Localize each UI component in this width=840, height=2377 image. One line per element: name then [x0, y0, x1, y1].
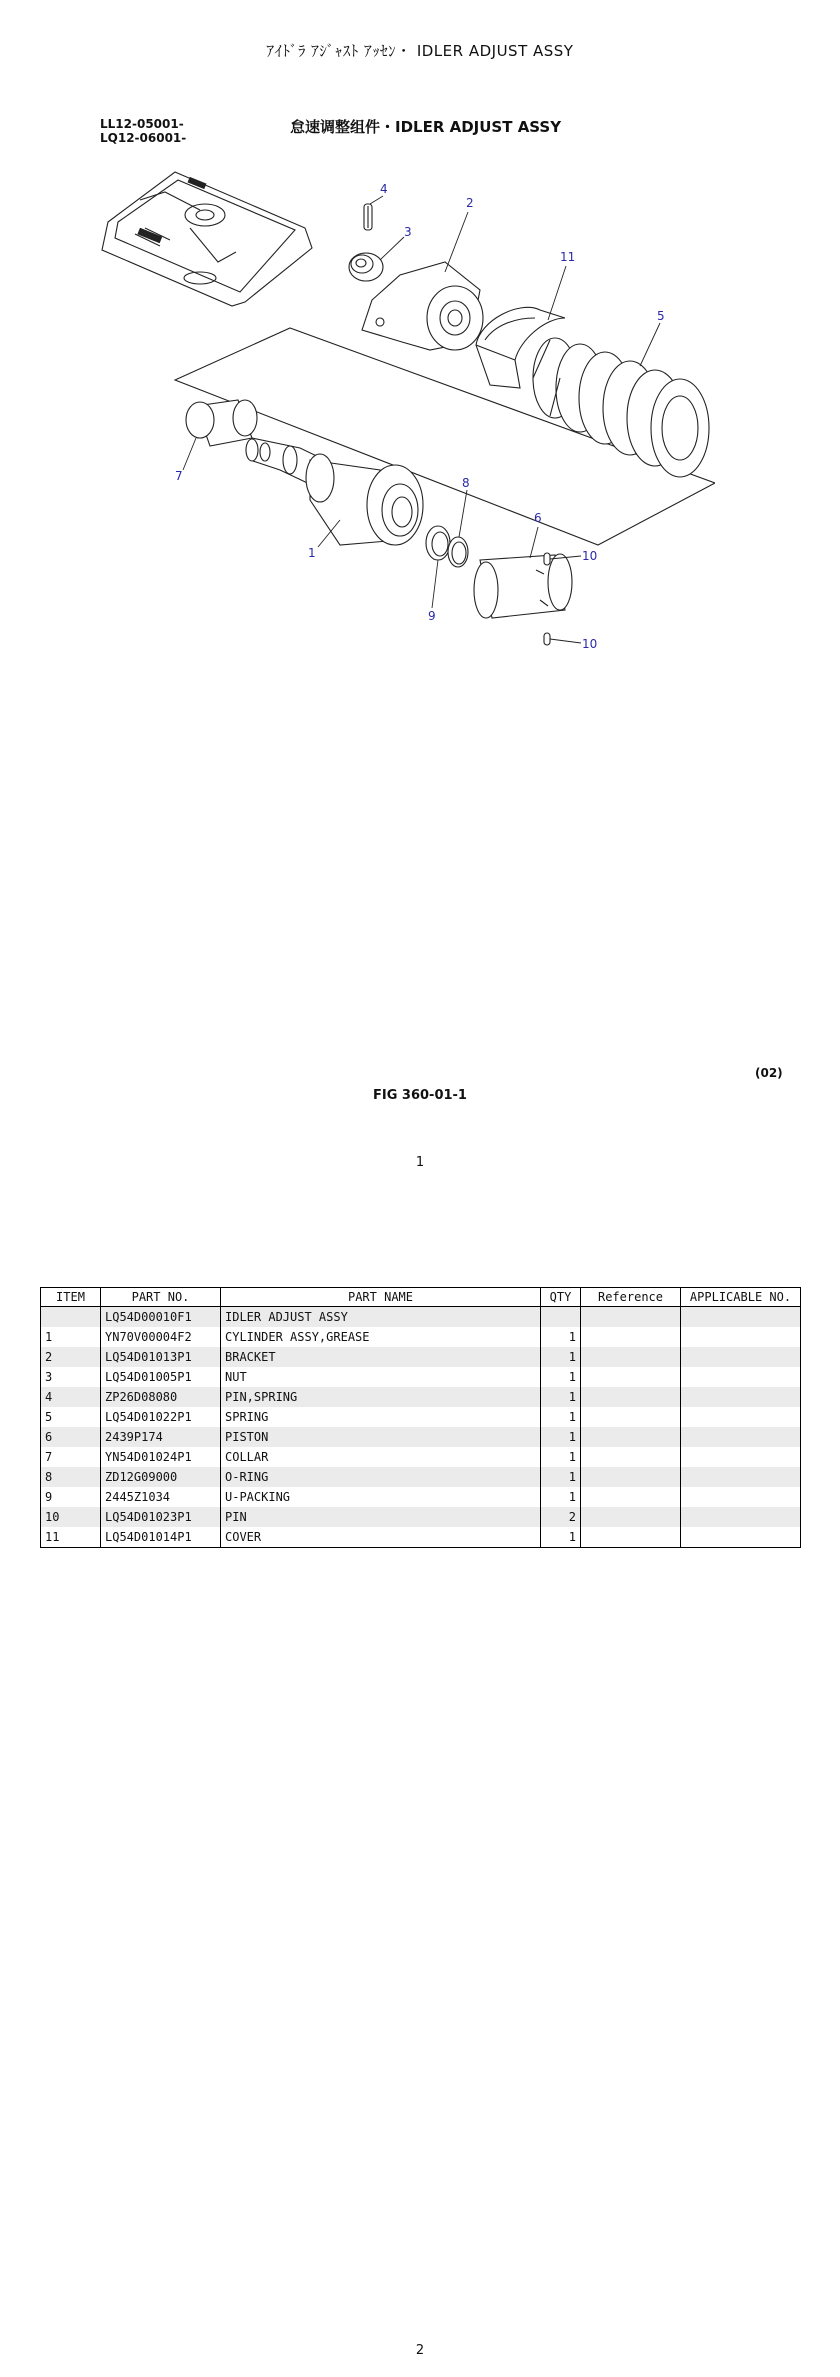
- cell-qty: 1: [541, 1527, 581, 1548]
- cell-qty: [541, 1307, 581, 1328]
- callout-2: 2: [466, 196, 474, 210]
- cell-reference: [581, 1367, 681, 1387]
- cell-reference: [581, 1447, 681, 1467]
- cell-part-name: O-RING: [221, 1467, 541, 1487]
- table-row: [41, 1487, 801, 1507]
- cell-part-name: PISTON: [221, 1427, 541, 1447]
- callout-10: 10: [582, 549, 598, 563]
- cell-item: 8: [41, 1467, 101, 1487]
- cell-item: 11: [41, 1527, 101, 1548]
- cell-item: 9: [41, 1487, 101, 1507]
- cell-applicable: [681, 1307, 801, 1328]
- cell-part-no: LQ54D01022P1: [101, 1407, 221, 1427]
- cell-item: [41, 1307, 101, 1328]
- table-row: [41, 1307, 801, 1328]
- column-header-reference: Reference: [581, 1288, 681, 1307]
- cell-qty: 1: [541, 1467, 581, 1487]
- cell-part-name: IDLER ADJUST ASSY: [221, 1307, 541, 1328]
- cell-part-no: ZP26D08080: [101, 1387, 221, 1407]
- cell-qty: 1: [541, 1407, 581, 1427]
- table-row: [41, 1327, 801, 1347]
- cell-item: 2: [41, 1347, 101, 1367]
- column-header-applicable-no: APPLICABLE NO.: [681, 1288, 801, 1307]
- callout-6: 6: [534, 511, 542, 525]
- part-cylinder-assy: [246, 438, 423, 545]
- cell-part-name: CYLINDER ASSY,GREASE: [221, 1327, 541, 1347]
- cell-applicable: [681, 1427, 801, 1447]
- cell-item: 5: [41, 1407, 101, 1427]
- part-nut: [349, 253, 383, 281]
- callout-5: 5: [657, 309, 665, 323]
- cell-reference: [581, 1487, 681, 1507]
- cell-part-no: LQ54D01005P1: [101, 1367, 221, 1387]
- revision-code: (02): [755, 1066, 783, 1080]
- cell-qty: 1: [541, 1347, 581, 1367]
- table-row: [41, 1507, 801, 1527]
- part-spring: [533, 338, 709, 477]
- part-piston: [474, 554, 572, 618]
- cell-qty: 1: [541, 1327, 581, 1347]
- cell-part-no: LQ54D01013P1: [101, 1347, 221, 1367]
- cell-item: 6: [41, 1427, 101, 1447]
- table-row: [41, 1387, 801, 1407]
- part-spring-pin: [364, 204, 372, 230]
- table-row: [41, 1527, 801, 1548]
- cell-qty: 1: [541, 1427, 581, 1447]
- part-u-packing: [426, 526, 450, 560]
- model-codes: [100, 117, 186, 145]
- callout-10: 10: [582, 637, 598, 651]
- figure-title: 怠速调整组件・IDLER ADJUST ASSY: [290, 118, 562, 136]
- cell-item: 3: [41, 1367, 101, 1387]
- figure-reference: FIG 360-01-1: [373, 1088, 467, 1103]
- cell-part-name: COVER: [221, 1527, 541, 1548]
- table-row: [41, 1367, 801, 1387]
- cell-applicable: [681, 1527, 801, 1548]
- cell-part-no: YN54D01024P1: [101, 1447, 221, 1467]
- cell-item: 4: [41, 1387, 101, 1407]
- track-frame-thumbnail: [102, 172, 312, 306]
- cell-applicable: [681, 1387, 801, 1407]
- cell-part-no: LQ54D01014P1: [101, 1527, 221, 1548]
- cell-applicable: [681, 1487, 801, 1507]
- page-number: 2: [415, 2343, 425, 2358]
- cell-reference: [581, 1347, 681, 1367]
- cell-item: 1: [41, 1327, 101, 1347]
- callout-1: 1: [308, 546, 316, 560]
- cell-reference: [581, 1427, 681, 1447]
- cell-part-name: SPRING: [221, 1407, 541, 1427]
- figure-page-index: 1: [415, 1155, 425, 1170]
- callout-4: 4: [380, 182, 388, 196]
- cell-applicable: [681, 1327, 801, 1347]
- cell-part-no: YN70V00004F2: [101, 1327, 221, 1347]
- exploded-parts-diagram: [95, 170, 715, 670]
- part-collar: [186, 400, 257, 446]
- cell-reference: [581, 1387, 681, 1407]
- cell-part-name: COLLAR: [221, 1447, 541, 1467]
- model-code: LQ12-06001-: [100, 131, 187, 145]
- table-row: [41, 1447, 801, 1467]
- cell-reference: [581, 1507, 681, 1527]
- cell-qty: 1: [541, 1367, 581, 1387]
- model-code: LL12-05001-: [100, 117, 184, 131]
- cell-applicable: [681, 1347, 801, 1367]
- cell-reference: [581, 1467, 681, 1487]
- cell-reference: [581, 1407, 681, 1427]
- cell-part-no: LQ54D01023P1: [101, 1507, 221, 1527]
- cell-part-no: 2445Z1034: [101, 1487, 221, 1507]
- callout-9: 9: [428, 609, 436, 623]
- cell-qty: 1: [541, 1447, 581, 1467]
- cell-qty: 2: [541, 1507, 581, 1527]
- table-row: [41, 1407, 801, 1427]
- part-o-ring: [448, 537, 468, 567]
- callout-8: 8: [462, 476, 470, 490]
- cell-qty: 1: [541, 1487, 581, 1507]
- cell-applicable: [681, 1467, 801, 1487]
- callout-11: 11: [560, 250, 576, 264]
- cell-applicable: [681, 1447, 801, 1467]
- cell-part-name: PIN: [221, 1507, 541, 1527]
- cell-item: 7: [41, 1447, 101, 1467]
- callout-3: 3: [404, 225, 412, 239]
- table-header-row: [41, 1288, 801, 1307]
- page-header-title: ｱｲﾄﾞﾗ ｱｼﾞｬｽﾄ ｱｯｾﾝ・ IDLER ADJUST ASSY: [266, 42, 574, 60]
- table-row: [41, 1347, 801, 1367]
- cell-part-name: NUT: [221, 1367, 541, 1387]
- table-row: [41, 1427, 801, 1447]
- callout-7: 7: [175, 469, 183, 483]
- cell-part-name: BRACKET: [221, 1347, 541, 1367]
- column-header-part-no: PART NO.: [101, 1288, 221, 1307]
- cell-applicable: [681, 1507, 801, 1527]
- table-row: [41, 1467, 801, 1487]
- column-header-qty: QTY: [541, 1288, 581, 1307]
- cell-qty: 1: [541, 1387, 581, 1407]
- cell-part-no: ZD12G09000: [101, 1467, 221, 1487]
- column-header-item: ITEM: [41, 1288, 101, 1307]
- cell-item: 10: [41, 1507, 101, 1527]
- cell-reference: [581, 1327, 681, 1347]
- cell-reference: [581, 1527, 681, 1548]
- cell-part-no: 2439P174: [101, 1427, 221, 1447]
- parts-table: [40, 1287, 801, 1548]
- cell-part-name: PIN,SPRING: [221, 1387, 541, 1407]
- cell-part-name: U-PACKING: [221, 1487, 541, 1507]
- cell-reference: [581, 1307, 681, 1328]
- column-header-part-name: PART NAME: [221, 1288, 541, 1307]
- cell-applicable: [681, 1407, 801, 1427]
- cell-part-no: LQ54D00010F1: [101, 1307, 221, 1328]
- cell-applicable: [681, 1367, 801, 1387]
